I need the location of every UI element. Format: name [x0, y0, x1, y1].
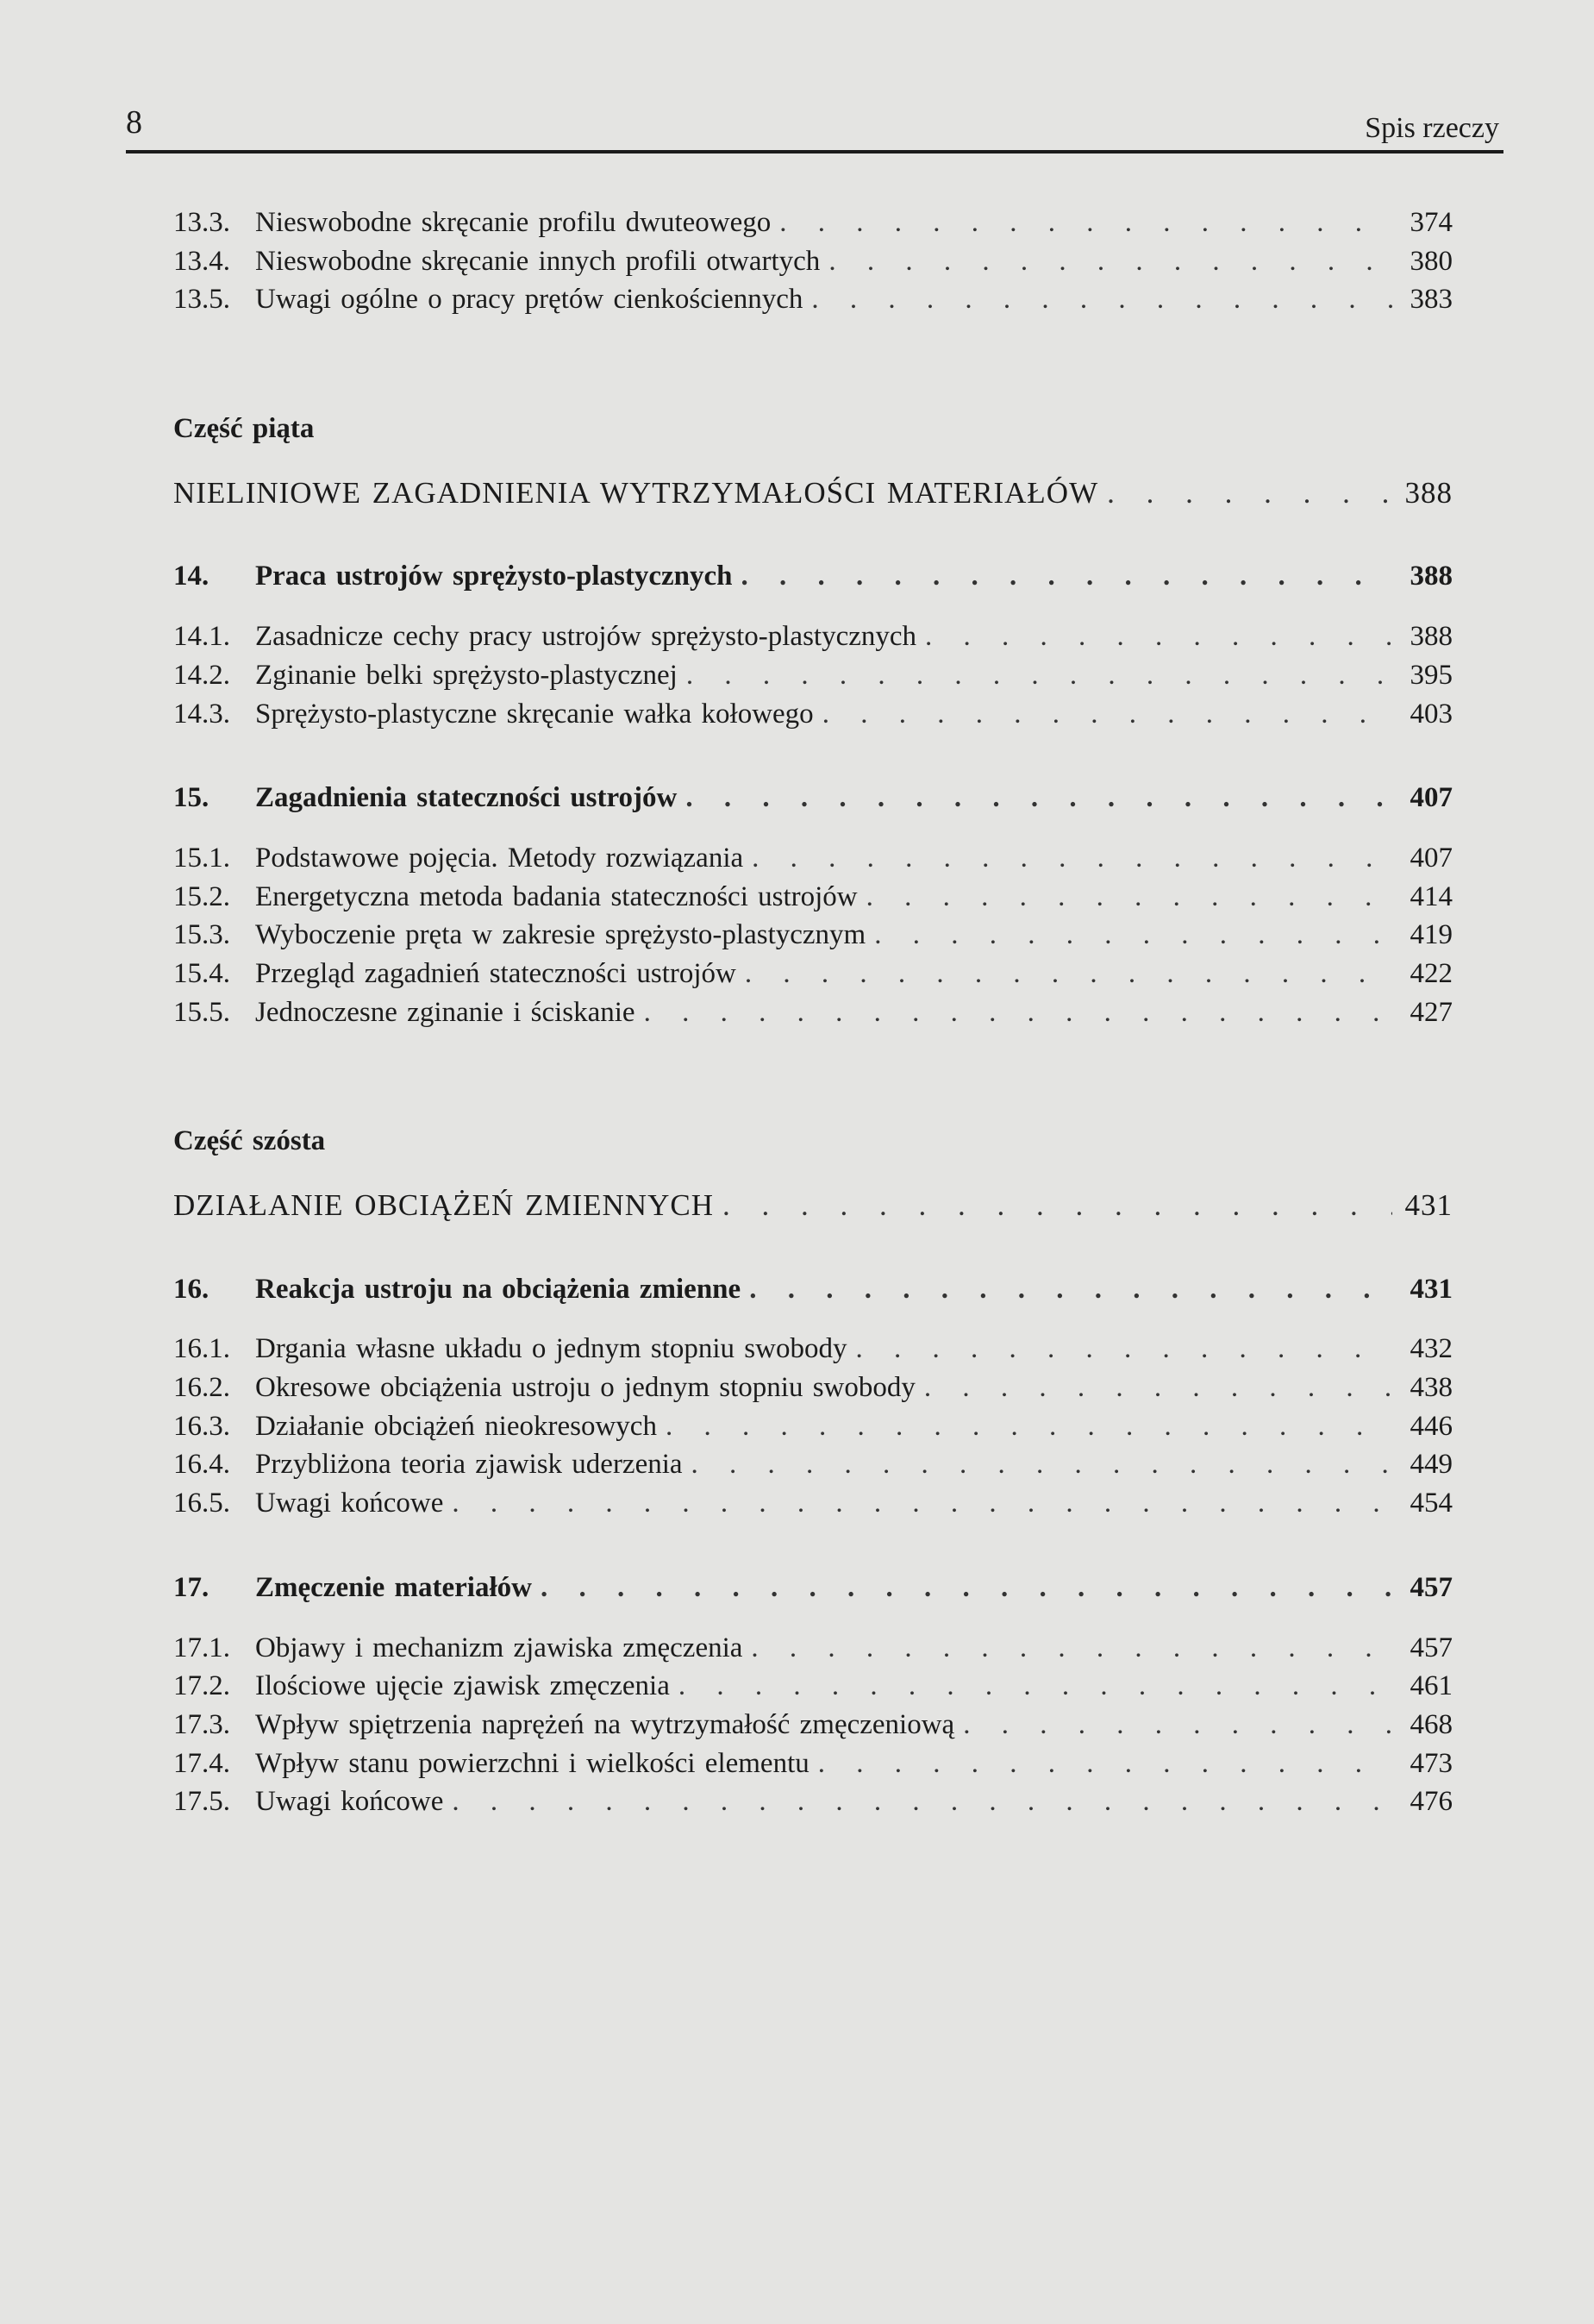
entry-title: Zagadnienia stateczności ustrojów: [255, 782, 678, 814]
entry-page: 383: [1410, 284, 1453, 316]
entry-page: 374: [1410, 207, 1453, 238]
entry-number: 14.: [173, 561, 209, 592]
toc-section: [173, 1369, 1453, 1407]
entry-page: 388: [1410, 561, 1453, 592]
toc-section: [173, 1629, 1453, 1668]
entry-number: 15.3.: [173, 919, 230, 951]
dot-leader: [686, 656, 1392, 695]
entry-page: 468: [1410, 1708, 1453, 1740]
entry-title: Wpływ stanu powierzchni i wielkości elementu: [255, 1747, 810, 1779]
entry-title: Przegląd zagadnień stateczności ustrojów: [255, 957, 736, 989]
toc-section: [173, 1407, 1453, 1446]
dot-leader: [541, 1569, 1392, 1607]
entry-number: 16.4.: [173, 1449, 230, 1481]
entry-number: 15.1.: [173, 842, 230, 874]
toc-section: [173, 993, 1453, 1032]
entry-page: 388: [1410, 621, 1453, 653]
entry-number: 16.3.: [173, 1410, 230, 1442]
toc-part-label: [173, 1122, 1453, 1161]
entry-title: Wyboczenie pręta w zakresie sprężysto-plastycznym: [255, 919, 866, 951]
entry-page: 414: [1410, 880, 1453, 912]
toc-section: [173, 1706, 1453, 1745]
entry-title: Nieswobodne skręcanie profilu dwuteowego: [255, 207, 772, 238]
entry-number: 13.4.: [173, 245, 230, 277]
toc-section: [173, 617, 1453, 656]
entry-title: Przybliżona teoria zjawisk uderzenia: [255, 1449, 683, 1481]
dot-leader: [855, 1330, 1392, 1369]
dot-leader: [722, 1187, 1392, 1225]
entry-page: 422: [1410, 957, 1453, 989]
dot-leader: [925, 617, 1392, 656]
dot-leader: [963, 1706, 1392, 1745]
toc-section: [173, 656, 1453, 695]
entry-title: Ilościowe ujęcie zjawisk zmęczenia: [255, 1670, 670, 1702]
dot-leader: [1107, 474, 1392, 513]
entry-title: Wpływ spiętrzenia naprężeń na wytrzymałość zmęczeniową: [255, 1708, 955, 1740]
entry-page: 473: [1410, 1747, 1453, 1779]
entry-page: 407: [1410, 842, 1453, 874]
entry-title: Uwagi ogólne o pracy prętów cienkościennych: [255, 284, 803, 316]
entry-number: 17.3.: [173, 1708, 230, 1740]
toc-section: [173, 916, 1453, 955]
dot-leader: [691, 1445, 1392, 1484]
entry-number: 15.2.: [173, 880, 230, 912]
dot-leader: [749, 1270, 1392, 1309]
entry-number: 16.: [173, 1273, 209, 1305]
entry-number: 15.5.: [173, 996, 230, 1028]
toc-section: [173, 280, 1453, 319]
entry-number: 17.5.: [173, 1786, 230, 1818]
toc-section: [173, 242, 1453, 281]
entry-number: 13.3.: [173, 207, 230, 238]
header-rule: [126, 150, 1503, 153]
dot-leader: [818, 1745, 1392, 1783]
entry-page: 438: [1410, 1372, 1453, 1404]
entry-title: Zginanie belki sprężysto-plastycznej: [255, 659, 678, 691]
entry-title: Sprężysto-plastyczne skręcanie wałka kołowego: [255, 698, 814, 730]
entry-page: 457: [1410, 1571, 1453, 1603]
entry-title: Praca ustrojów sprężysto-plastycznych: [255, 561, 733, 592]
dot-leader: [678, 1667, 1392, 1706]
entry-title: Zmęczenie materiałów: [255, 1571, 532, 1603]
entry-page: 446: [1410, 1410, 1453, 1442]
dot-leader: [924, 1369, 1392, 1407]
toc-section: [173, 204, 1453, 242]
dot-leader: [779, 204, 1392, 242]
entry-title: Okresowe obciążenia ustroju o jednym stopniu swobody: [255, 1372, 916, 1404]
entry-title: Podstawowe pojęcia. Metody rozwiązania: [255, 842, 744, 874]
entry-title: Część piąta: [173, 413, 315, 445]
entry-page: 380: [1410, 245, 1453, 277]
toc-section: [173, 955, 1453, 993]
entry-number: 14.1.: [173, 621, 230, 653]
entry-number: 16.2.: [173, 1372, 230, 1404]
toc-chapter: [173, 779, 1453, 817]
entry-page: 419: [1410, 919, 1453, 951]
toc-section: [173, 1782, 1453, 1821]
entry-number: 15.: [173, 782, 209, 814]
entry-number: 13.5.: [173, 284, 230, 316]
entry-page: 395: [1410, 659, 1453, 691]
entry-number: 17.4.: [173, 1747, 230, 1779]
dot-leader: [745, 955, 1392, 993]
dot-leader: [752, 839, 1392, 878]
entry-number: 16.1.: [173, 1333, 230, 1365]
page-number: 8: [126, 104, 142, 141]
toc-section: [173, 1484, 1453, 1523]
dot-leader: [811, 280, 1392, 319]
dot-leader: [644, 993, 1392, 1032]
entry-title: Reakcja ustroju na obciążenia zmienne: [255, 1273, 741, 1305]
dot-leader: [452, 1782, 1392, 1821]
toc-chapter: [173, 557, 1453, 596]
entry-page: 432: [1410, 1333, 1453, 1365]
toc-section: [173, 695, 1453, 734]
toc-part-label: [173, 410, 1453, 448]
entry-page: 427: [1410, 996, 1453, 1028]
entry-title: Nieswobodne skręcanie innych profili otwartych: [255, 245, 821, 277]
entry-page: 431: [1404, 1188, 1453, 1222]
entry-page: 403: [1410, 698, 1453, 730]
entry-number: 14.3.: [173, 698, 230, 730]
table-of-contents: [173, 204, 1453, 1821]
toc-section: [173, 1745, 1453, 1783]
entry-page: 407: [1410, 782, 1453, 814]
dot-leader: [866, 878, 1392, 917]
dot-leader: [874, 916, 1392, 955]
toc-section: [173, 839, 1453, 878]
toc-section: [173, 1445, 1453, 1484]
toc-section: [173, 1330, 1453, 1369]
entry-page: 461: [1410, 1670, 1453, 1702]
entry-number: 17.1.: [173, 1632, 230, 1663]
toc-chapter: [173, 1270, 1453, 1309]
entry-title: Drgania własne układu o jednym stopniu swobody: [255, 1333, 847, 1365]
running-head: Spis rzeczy: [1365, 112, 1499, 144]
entry-title: NIELINIOWE ZAGADNIENIA WYTRZYMAŁOŚCI MATERIAŁÓW: [173, 475, 1099, 510]
entry-title: DZIAŁANIE OBCIĄŻEŃ ZMIENNYCH: [173, 1188, 714, 1222]
toc-part-title: [173, 474, 1453, 513]
dot-leader: [741, 557, 1392, 596]
entry-number: 16.5.: [173, 1488, 230, 1519]
entry-title: Działanie obciążeń nieokresowych: [255, 1410, 657, 1442]
toc-section: [173, 878, 1453, 917]
toc-chapter: [173, 1569, 1453, 1607]
entry-page: 431: [1410, 1273, 1453, 1305]
entry-title: Energetyczna metoda badania stateczności ustrojów: [255, 880, 858, 912]
dot-leader: [751, 1629, 1392, 1668]
toc-section: [173, 1667, 1453, 1706]
entry-page: 454: [1410, 1488, 1453, 1519]
entry-title: Uwagi końcowe: [255, 1786, 444, 1818]
dot-leader: [666, 1407, 1392, 1446]
entry-title: Uwagi końcowe: [255, 1488, 444, 1519]
entry-title: Jednoczesne zginanie i ściskanie: [255, 996, 635, 1028]
toc-part-title: [173, 1187, 1453, 1225]
dot-leader: [685, 779, 1392, 817]
dot-leader: [828, 242, 1392, 281]
entry-title: Objawy i mechanizm zjawiska zmęczenia: [255, 1632, 743, 1663]
entry-page: 476: [1410, 1786, 1453, 1818]
entry-number: 14.2.: [173, 659, 230, 691]
entry-page: 449: [1410, 1449, 1453, 1481]
dot-leader: [452, 1484, 1392, 1523]
entry-page: 388: [1404, 475, 1453, 510]
entry-number: 17.: [173, 1571, 209, 1603]
entry-title: Część szósta: [173, 1125, 326, 1157]
entry-title: Zasadnicze cechy pracy ustrojów sprężysto-plastycznych: [255, 621, 917, 653]
dot-leader: [822, 695, 1392, 734]
entry-number: 15.4.: [173, 957, 230, 989]
entry-page: 457: [1410, 1632, 1453, 1663]
entry-number: 17.2.: [173, 1670, 230, 1702]
